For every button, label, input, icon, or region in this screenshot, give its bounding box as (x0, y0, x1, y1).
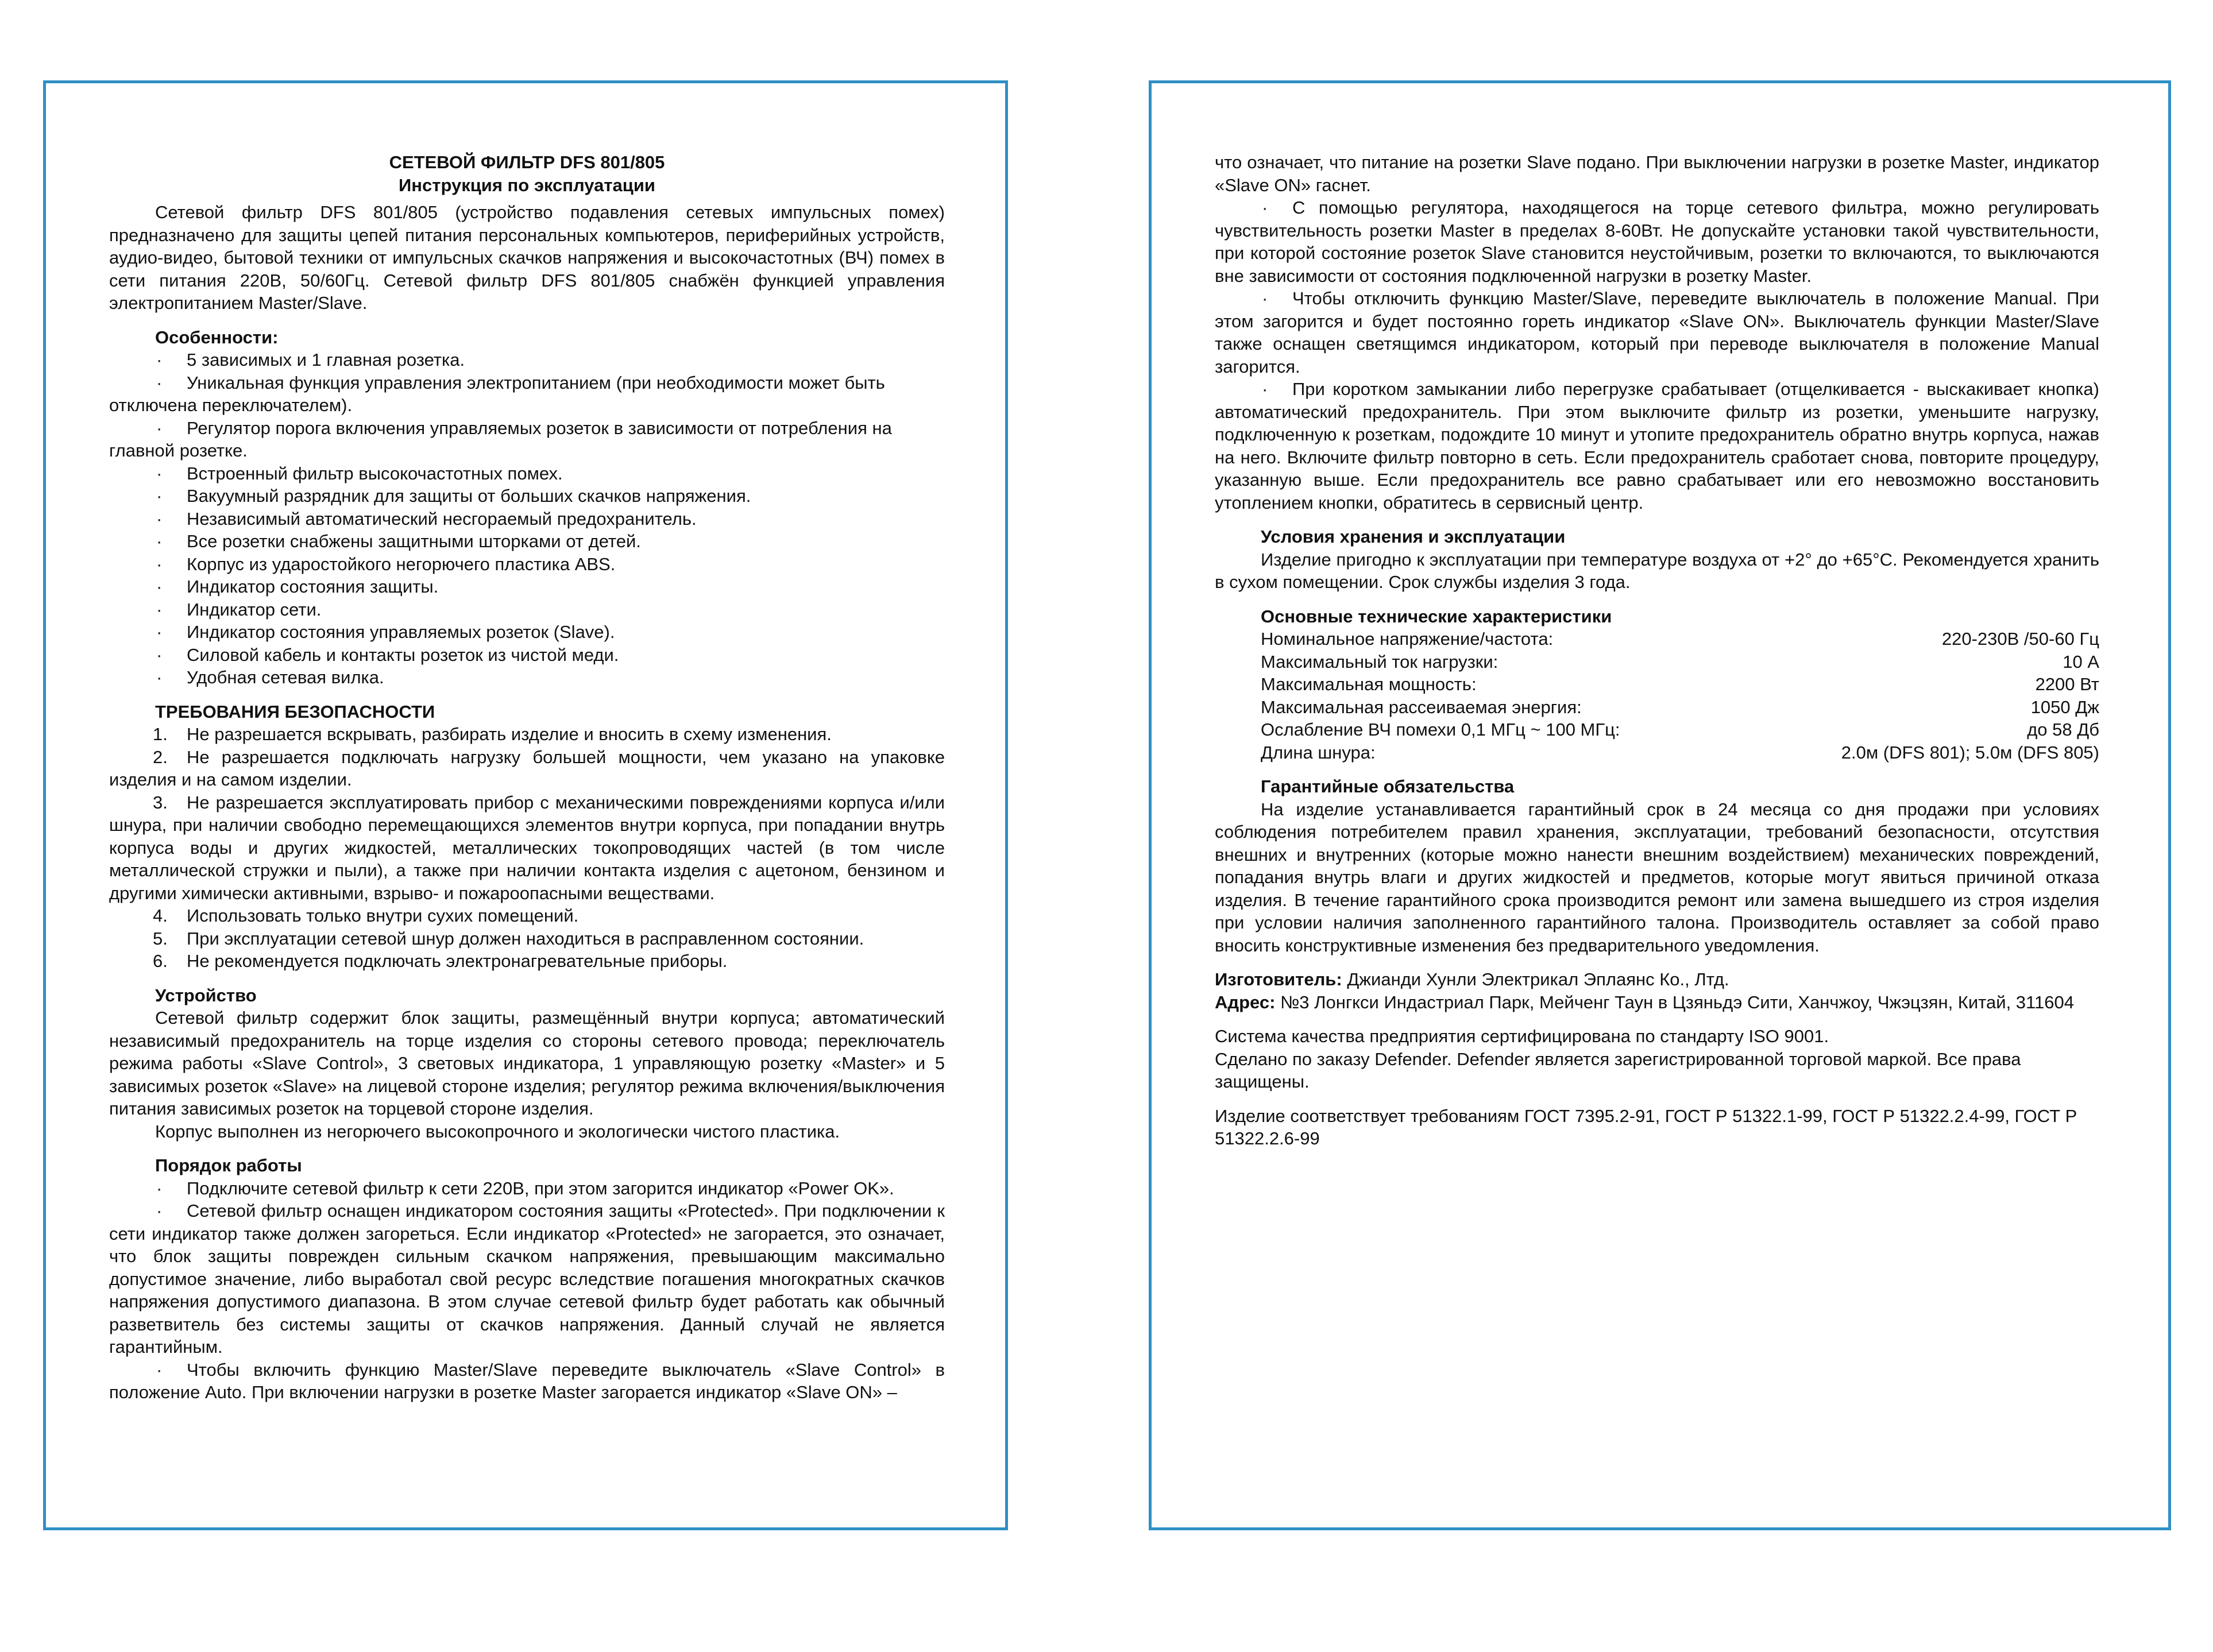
list-item: · С помощью регулятора, находящегося на торце сетевого фильтра, можно регулировать чувствительность розетки Master в пределах 8-60Вт. Не допускайте установки такой чувствительности, при которой состояние розеток Slave становится неустойчивым, розетки то включаются, то выключаются вне зависимости от состояния подключенной нагрузки в розетку Master. (1215, 198, 2099, 286)
features-list (109, 349, 945, 689)
manufacturer-line (1215, 968, 2099, 991)
list-item: 4. Использовать только внутри сухих помещений. (153, 906, 579, 926)
spec-value: 220-230В /50-60 Гц (1941, 629, 2099, 649)
bullet-icon: · (156, 417, 163, 438)
list-item: · Индикатор сети. (109, 598, 945, 621)
safety-list (109, 723, 945, 973)
bullet-icon: · (156, 644, 163, 665)
device-material-paragraph: Корпус выполнен из негорючего высокопрочного и экологически чистого пластика. (155, 1121, 840, 1142)
list-item: · Индикатор состояния защиты. (109, 575, 945, 598)
spec-row (1261, 651, 2099, 674)
list-item: · 5 зависимых и 1 главная розетка. (109, 349, 945, 372)
iso-statement: Система качества предприятия сертифицирована по стандарту ISO 9001. (1215, 1026, 1829, 1046)
list-item: 1. Не разрешается вскрывать, разбирать изделие и вносить в схему изменения. (153, 724, 832, 744)
spec-row (1261, 741, 2099, 764)
bullet-icon: · (156, 667, 163, 687)
manufacturer-value: Джианди Хунли Электрикал Эплаянс Ко., Лтд. (1347, 969, 1729, 989)
bullet-icon: · (156, 350, 163, 370)
spec-value: 2200 Вт (2035, 674, 2099, 694)
list-item: · Сетевой фильтр оснащен индикатором состояния защиты «Protected». При подключении к сети индикатор также должен загореться. Если индикатор «Protected» не загорается, это означает, что блок защиты поврежден сильным скачком напряжения, превышающим максимально допустимое значение, либо выработал свой ресурс вследствие погашения многократных скачков напряжения допустимого диапазона. В этом случае сетевой фильтр будет работать как обычный разветвитель без системы защиты от скачков напряжения. Данный случай не является гарантийным. (109, 1201, 945, 1357)
list-item: 5. При эксплуатации сетевой шнур должен находиться в расправленном состоянии. (153, 928, 864, 949)
bullet-icon: · (156, 1201, 163, 1221)
right-page (1149, 80, 2171, 1530)
operation-list (109, 1177, 945, 1404)
intro-paragraph: Сетевой фильтр DFS 801/805 (устройство подавления сетевых импульсных помех) предназначено для защиты цепей питания персональных компьютеров, периферийных устройств, аудио-видео, бытовой техники от импульсных скачков напряжения и высокочастотных (ВЧ) помех в сети питания 220В, 50/60Гц. Сетевой фильтр DFS 801/805 снабжён функцией управления электропитанием Master/Slave. (109, 202, 945, 313)
address-label: Адрес: (1215, 992, 1276, 1012)
document-subtitle: Инструкция по эксплуатации (399, 175, 655, 195)
operation-continuation: что означает, что питание на розетки Slave подано. При выключении нагрузки в розетке Master, индикатор «Slave ON» гаснет. (1215, 152, 2099, 195)
spec-value: 10 А (2063, 651, 2099, 672)
list-item: · Независимый автоматический несгораемый предохранитель. (109, 508, 945, 531)
right-page-content (1215, 151, 2099, 1150)
device-paragraph: Сетевой фильтр содержит блок защиты, размещённый внутри корпуса; автоматический независимый предохранитель на торце изделия со стороны сетевого провода; переключатель режима работы «Slave Control», 3 световых индикатора, 1 управляющую розетку «Master» и 5 зависимых розеток «Slave» на лицевой стороне изделия; регулятор режима включения/выключения питания зависимых розеток на торцевой стороне изделия. (109, 1008, 945, 1119)
list-item: · Встроенный фильтр высокочастотных помех. (109, 462, 945, 485)
spec-value: 1050 Дж (2030, 697, 2099, 717)
address-line (1215, 991, 2099, 1014)
storage-paragraph: Изделие пригодно к эксплуатации при температуре воздуха от +2° до +65°С. Рекомендуется хранить в сухом помещении. Срок службы изделия 3 года. (1215, 549, 2099, 592)
list-item: · Индикатор состояния управляемых розеток (Slave). (109, 621, 945, 644)
list-item: 3. Не разрешается эксплуатировать прибор с механическими повреждениями корпуса и/или шнура, при наличии свободно перемещающихся элементов внутри корпуса, при попадании внутрь корпуса воды и других жидкостей, металлических токопроводящих частей (в том числе металлической стружки и пыли), а также при наличии контакта изделия с ацетоном, бензином и другими химически активными, взрыво- и пожароопасными веществами. (109, 792, 945, 903)
bullet-icon: · (156, 554, 163, 574)
spec-row (1261, 673, 2099, 696)
list-item: · Чтобы включить функцию Master/Slave переведите выключатель «Slave Control» в положение Auto. При включении нагрузки в розетке Master загорается индикатор «Slave ON» – (109, 1359, 945, 1402)
list-item: · Удобная сетевая вилка. (109, 666, 945, 689)
list-item: · Подключите сетевой фильтр к сети 220В, при этом загорится индикатор «Power OK». (109, 1177, 945, 1200)
list-item: · Силовой кабель и контакты розеток из чистой меди. (109, 644, 945, 667)
list-item: 2. Не разрешается подключать нагрузку большей мощности, чем указано на упаковке изделия и на самом изделии. (109, 746, 945, 790)
list-item: · Корпус из ударостойкого негорючего пластика ABS. (109, 553, 945, 576)
bullet-icon: · (156, 463, 163, 483)
spec-label: Номинальное напряжение/частота: (1261, 629, 1554, 649)
spec-label: Максимальная мощность: (1261, 674, 1477, 694)
specs-table (1215, 628, 2099, 764)
warranty-paragraph: На изделие устанавливается гарантийный срок в 24 месяца со дня продажи при условиях соблюдения потребителем правил хранения, эксплуатации, требований безопасности, отсутствия внешних и внутренних (которые можно нанести внешним воздействием) механических повреждений, попадания внутрь влаги и других жидкостей и предметов, которые могут явиться причиной отказа изделия. В течение гарантийного срока производится ремонт или замена вышедшего из строя изделия при условии наличия заполненного гарантийного талона. Производитель оставляет за собой право вносить конструктивные изменения без предварительного уведомления. (1215, 799, 2099, 955)
spec-value: до 58 Дб (2027, 719, 2099, 740)
spec-row (1261, 718, 2099, 741)
spec-value: 2.0м (DFS 801); 5.0м (DFS 805) (1841, 742, 2099, 763)
list-item: · Регулятор порога включения управляемых розеток в зависимости от потребления на главной розетке. (109, 417, 892, 461)
left-page-content (109, 151, 945, 1404)
bullet-icon: · (156, 599, 163, 620)
bullet-icon: · (156, 508, 163, 529)
document-title: СЕТЕВОЙ ФИЛЬТР DFS 801/805 (389, 152, 665, 172)
bullet-icon: · (1262, 198, 1268, 218)
bullet-icon: · (156, 531, 163, 551)
spec-label: Длина шнура: (1261, 742, 1376, 763)
list-item: · При коротком замыкании либо перегрузке срабатывает (отщелкивается - выскакивает кнопка) автоматический предохранитель. При этом выключите фильтр из розетки, уменьшите нагрузку, подключенную к розеткам, подождите 10 минут и утопите предохранитель обратно внутрь корпуса, нажав на него. Включите фильтр повторно в сеть. Если предохранитель сработает снова, повторите процедуру, указанную выше. Если предохранитель все равно срабатывает или его невозможно восстановить утоплением кнопки, обратитесь в сервисный центр. (1215, 379, 2099, 513)
operation-heading: Порядок работы (155, 1155, 302, 1175)
trademark-statement: Сделано по заказу Defender. Defender является зарегистрированной торговой маркой. Все права защищены. (1215, 1049, 2021, 1092)
gost-statement: Изделие соответствует требованиям ГОСТ 7395.2-91, ГОСТ Р 51322.1-99, ГОСТ Р 51322.2.4-99, ГОСТ Р 51322.2.6-99 (1215, 1105, 2077, 1148)
operation-list-continued (1215, 196, 2099, 514)
safety-heading: ТРЕБОВАНИЯ БЕЗОПАСНОСТИ (155, 701, 435, 722)
specs-heading: Основные технические характеристики (1261, 606, 1612, 626)
storage-heading: Условия хранения и эксплуатации (1261, 527, 1566, 547)
spec-label: Максимальная рассеиваемая энергия: (1261, 697, 1582, 717)
bullet-icon: · (156, 577, 163, 597)
manufacturer-label: Изготовитель: (1215, 969, 1342, 989)
bullet-icon: · (156, 622, 163, 642)
bullet-icon: · (156, 1359, 163, 1380)
spec-row (1261, 628, 2099, 651)
list-item: 6. Не рекомендуется подключать электронагревательные приборы. (153, 951, 728, 971)
bullet-icon: · (156, 1178, 163, 1198)
list-item: · Чтобы отключить функцию Master/Slave, переведите выключатель в положение Manual. При этом загорится и будет постоянно гореть индикатор «Slave ON». Выключатель функции Master/Slave также оснащен светящимся индикатором, который при переводе выключателя в положение Manual загорится. (1215, 288, 2099, 377)
bullet-icon: · (1262, 379, 1268, 399)
bullet-icon: · (156, 486, 163, 506)
list-item: · Вакуумный разрядник для защиты от больших скачков напряжения. (109, 485, 945, 508)
spec-label: Максимальный ток нагрузки: (1261, 651, 1498, 672)
spec-label: Ослабление ВЧ помехи 0,1 МГц ~ 100 МГц: (1261, 719, 1620, 740)
features-heading: Особенности: (155, 327, 279, 347)
address-value: №3 Лонгкси Индастриал Парк, Мейченг Таун в Цзяньдэ Сити, Ханчжоу, Чжэцзян, Китай, 311604 (1280, 992, 2074, 1012)
list-item: · Все розетки снабжены защитными шторками от детей. (109, 530, 945, 553)
warranty-heading: Гарантийные обязательства (1261, 776, 1515, 796)
list-item: · Уникальная функция управления электропитанием (при необходимости может быть отключена переключателем). (109, 372, 885, 415)
bullet-icon: · (1262, 288, 1268, 308)
spec-row (1261, 696, 2099, 719)
device-heading: Устройство (155, 985, 257, 1005)
bullet-icon: · (156, 372, 163, 393)
left-page (43, 80, 1008, 1530)
